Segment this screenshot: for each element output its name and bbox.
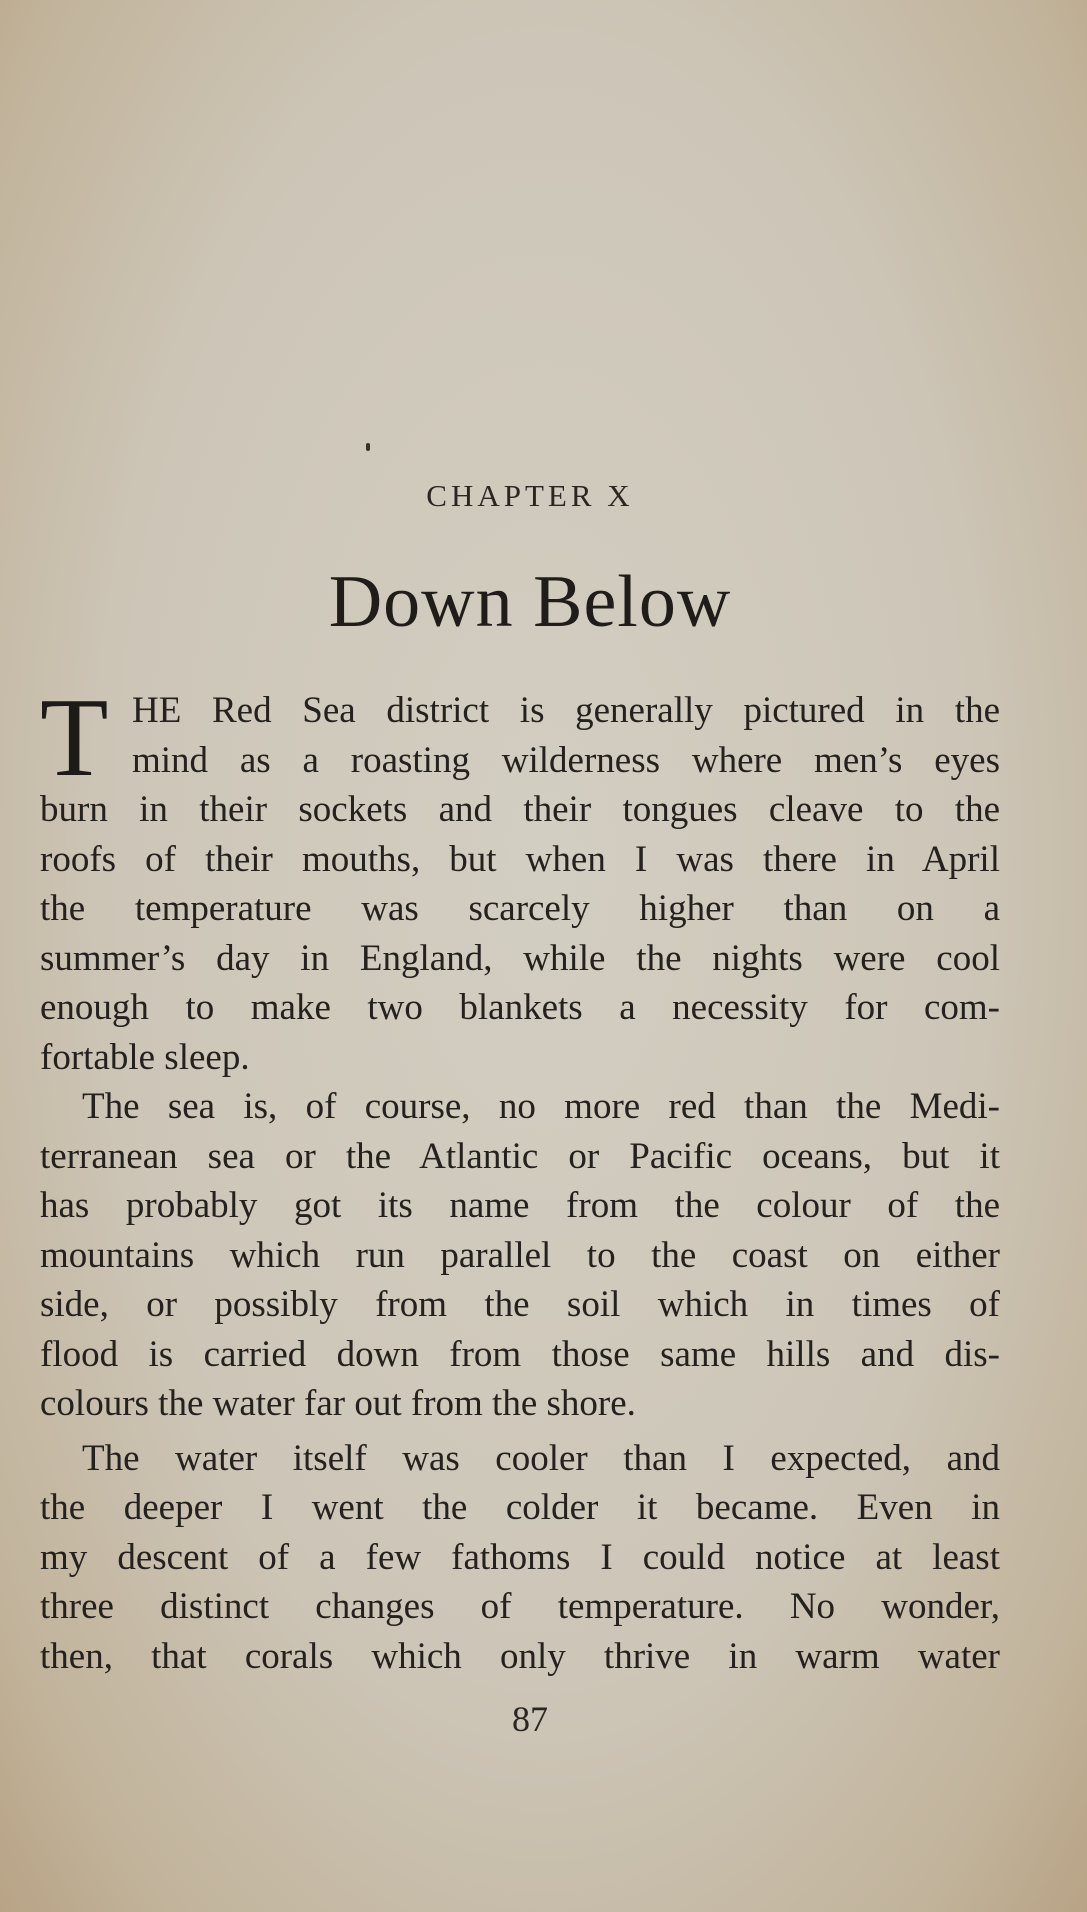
text-line: The sea is, of course, no more red than the Medi-: [82, 1086, 1000, 1127]
page-number: 87: [512, 1699, 548, 1739]
text-line: mind as a roasting wilderness where men’s eyes: [132, 739, 1000, 781]
text-line: flood is carried down from those same hills and dis-: [40, 1333, 1000, 1375]
text-line: enough to make two blankets a necessity for com-: [40, 987, 1000, 1028]
text-line: roofs of their mouths, but when I was there in April: [40, 838, 1000, 880]
body-text: [40, 676, 1000, 1681]
text-line: burn in their sockets and their tongues cleave to the: [40, 789, 1000, 830]
text-line: terranean sea or the Atlantic or Pacific oceans, but it: [40, 1135, 1000, 1177]
text-line: the deeper I went the colder it became. Even in: [40, 1487, 1000, 1528]
text-line: the temperature was scarcely higher than on a: [40, 888, 1000, 929]
text-line: mountains which run parallel to the coast on either: [40, 1234, 1000, 1276]
text-line: my descent of a few fathoms I could notice at least: [40, 1536, 1000, 1578]
ink-speck: [366, 443, 370, 451]
text-line: summer’s day in England, while the nights were cool: [40, 937, 1000, 979]
text-line: The water itself was cooler than I expected, and: [82, 1437, 1000, 1479]
drop-cap: T: [40, 676, 109, 800]
text-line: colours the water far out from the shore.: [40, 1383, 636, 1424]
text-line: has probably got its name from the colour of the: [40, 1185, 1000, 1226]
text-line: HE Red Sea district is generally pictured in the: [132, 690, 1000, 731]
text-line: three distinct changes of temperature. No wonder,: [40, 1586, 1000, 1627]
text-line: then, that corals which only thrive in warm water: [40, 1635, 1000, 1677]
text-line: fortable sleep.: [40, 1036, 250, 1078]
text-line: side, or possibly from the soil which in times of: [40, 1284, 1000, 1325]
chapter-title: Down Below: [328, 561, 732, 643]
chapter-label: CHAPTER X: [426, 478, 634, 513]
